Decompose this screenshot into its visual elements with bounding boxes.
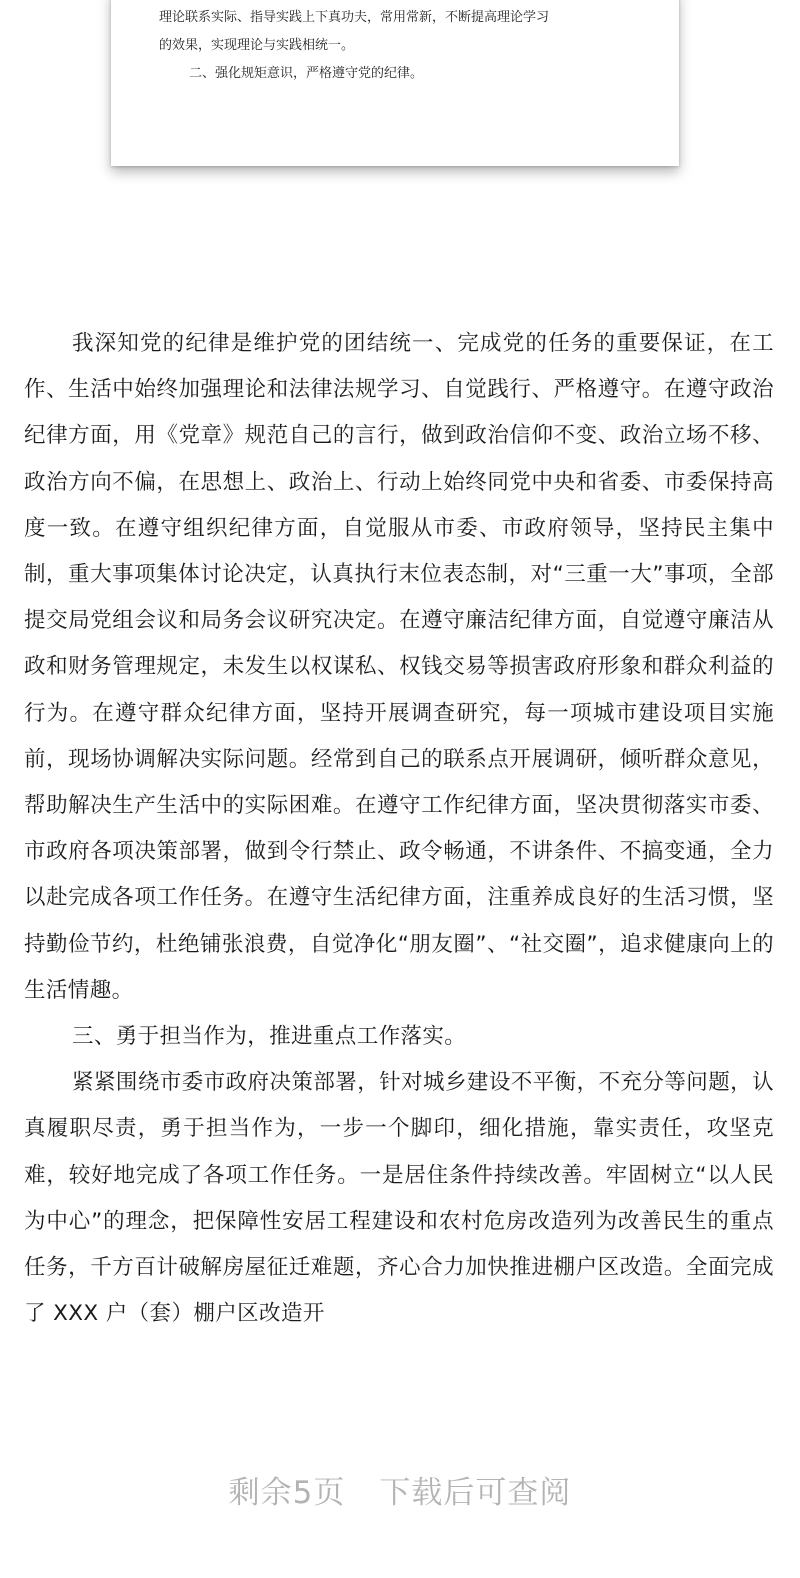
download-to-read-button[interactable]: [0, 1465, 800, 1521]
section-heading-3: 三、勇于担当作为，推进重点工作落实。: [72, 1024, 467, 1050]
preview-text: [159, 4, 649, 88]
preview-section-heading: 二、强化规矩意识，严格遵守党的纪律。: [189, 66, 424, 81]
previous-page-preview: [111, 0, 679, 166]
download-prompt-label: 下载后可查阅: [379, 1475, 572, 1511]
document-body: [24, 321, 774, 1337]
remaining-pages-label: 剩余5页: [228, 1475, 346, 1511]
paragraph-discipline: 我深知党的纪律是维护党的团结统一、完成党的任务的重要保证，在工作、生活中始终加强理论和法律法规学习、自觉践行、严格遵守。在遵守政治纪律方面，用《党章》规范自己的言行，做到政治信仰不变、政治立场不移、政治方向不偏，在思想上、政治上、行动上始终同党中央和省委、市委保持高度一致。在遵守组织纪律方面，自觉服从市委、市政府领导，坚持民主集中制，重大事项集体讨论决定，认真执行末位表态制，对“三重一大”事项，全部提交局党组会议和局务会议研究决定。在遵守廉洁纪律方面，自觉遵守廉洁从政和财务管理规定，未发生以权谋私、权钱交易等损害政府形象和群众利益的行为。在遵守群众纪律方面，坚持开展调查研究，每一项城市建设项目实施前，现场协调解决实际问题。经常到自己的联系点开展调研，倾听群众意见，帮助解决生产生活中的实际困难。在遵守工作纪律方面，坚决贯彻落实市委、市政府各项决策部署，做到令行禁止、政令畅通，不讲条件、不搞变通，全力以赴完成各项工作任务。在遵守生活纪律方面，注重养成良好的生活习惯，坚持勤俭节约，杜绝铺张浪费，自觉净化“朋友圈”、“社交圈”，追求健康向上的生活情趣。: [24, 331, 774, 1003]
preview-line-1: 理论联系实际、指导实践上下真功夫，常用常新，不断提高理论学习: [159, 10, 550, 25]
preview-line-2: 的效果，实现理论与实践相统一。: [159, 38, 355, 53]
paragraph-responsibility: 紧紧围绕市委市政府决策部署，针对城乡建设不平衡，不充分等问题，认真履职尽责，勇于担当作为，一步一个脚印，细化措施，靠实责任，攻坚克难，较好地完成了各项工作任务。一是居住条件持续改善。牢固树立“以人民为中心”的理念，把保障性安居工程建设和农村危房改造列为改善民生的重点任务，千方百计破解房屋征迁难题，齐心合力加快推进棚户区改造。全面完成了 XXX 户（套）棚户区改造开: [24, 1070, 774, 1327]
